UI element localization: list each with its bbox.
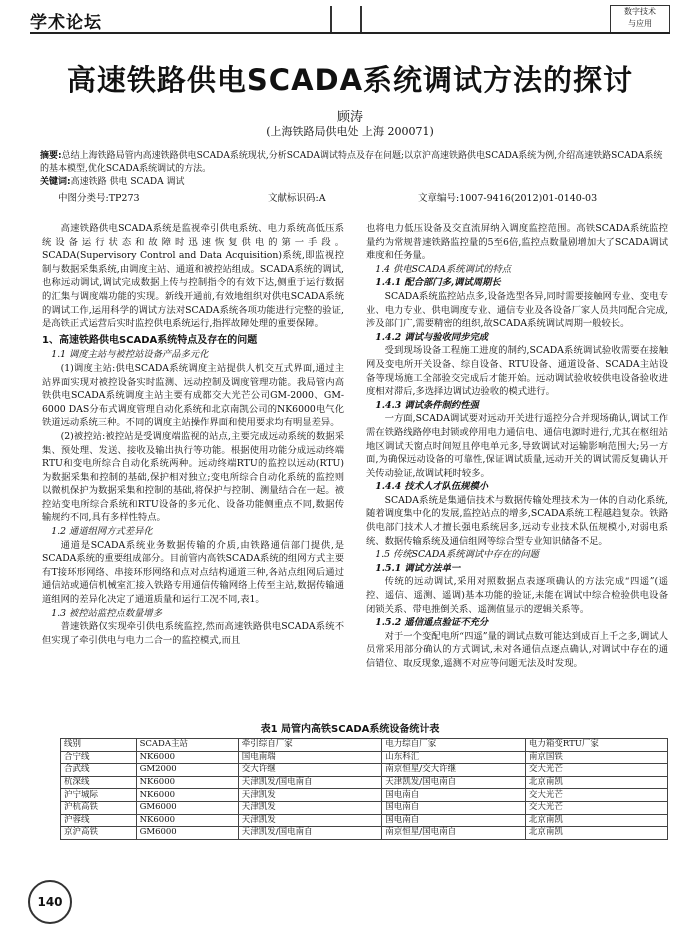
abstract-label: 摘要: [40,151,62,161]
table-cell: 交大光芒 [525,789,667,802]
table-header-row [61,739,668,752]
paper-title: 高速铁路供电SCADA系统调试方法的探讨 [66,63,634,97]
subsection-heading: 1.5 传统SCADA系统调试中存在的问题 [375,549,539,561]
table-header-cell: 线别 [61,739,137,752]
clc-number: 中图分类号:TP273 [58,193,140,204]
page-number-seal [28,880,72,924]
journal-logo [610,5,670,33]
subsection-heading: 1.1 调度主站与被控站设备产品多元化 [51,349,209,361]
table-cell: 沪宁城际 [61,789,137,802]
keywords: 高速铁路 供电 SCADA 调试 [70,177,185,187]
paragraph: (2)被控站:被控站是受调度端监视的站点,主要完成远动系统的数据采集、预处理、发送、接收及输出执行等功能。根据使用功能分成远动终端RTU和变电所综合自动化系统两种。远动终端RTU的监控以远动(RTU)为数据采集和控制的基础,保护相对独立;变电所综合自动化系统的监控则以微机保护为数据采集和控制的基础,将保护与控制、测量结合在一起。被控站变电所综合系统和RTU设备的多元化、设备功能侧重点不同,数据传输规约不同,具有多样性特点。 [42,430,344,524]
table-cell: 天津凯发 [238,801,382,814]
table-cell: 天津凯发/国电南自 [238,827,382,840]
table-cell: 天津凯发 [238,789,382,802]
left-column [42,222,344,647]
table-cell: 国电南瑞 [238,751,382,764]
paragraph: 通道是SCADA系统业务数据传输的介质,由铁路通信部门提供,是SCADA系统的重要组成部分。目前管内高铁SCADA系统的组网方式主要有T接环形网络、串接环形网络和点对点结构通道三种,各站点组网后通过通信站或通信机械室汇接入铁路专用通信传输网络上传至主站,数据传输通道组网的差异化决定了通道质量和运行工况不同,表1。 [42,539,344,606]
table-cell: NK6000 [136,814,238,827]
table-cell: 合宁线 [61,751,137,764]
table-cell: NK6000 [136,776,238,789]
abstract [40,150,664,189]
table-cell: 杭深线 [61,776,137,789]
table-cell: 北京南凯 [525,776,667,789]
table-row [61,776,668,789]
paragraph: 高速铁路供电SCADA系统是监视牵引供电系统、电力系统高低压系统设备运行状态和故障时迅速恢复供电的第一手段。SCADA(Supervisory Control and Data Acquisition)系统,即监视控制与数据采集系统,由调度主站、通道和被控站组成。SCADA系统的调试,也称远动调试,调试完成数据上传与控制指令的有效下达,侧重于运行数据的汇集与调度端功能的实现。新线开通前,有效地组织对供电SCADA系统的调试工作,运用科学的调试方法对SCADA系统各项功能进行完整的验证,是高铁正式运营后实时监控供电系统运行,指挥故障处理的重要保障。 [42,223,344,330]
subsection-heading: 1.3 被控站监控点数量增多 [51,607,163,619]
author: 顾涛 [336,110,363,125]
table-header-cell: 电力综自厂家 [382,739,526,752]
paragraph: 也将电力低压设备及交直流屏纳入调度监控范围。高铁SCADA系统监控量约为常规普速铁路监控量的5至6倍,监控点数量剧增加大了SCADA调试难度和任务量。 [366,223,668,262]
table-cell: 沪杭高铁 [61,801,137,814]
header-rule [30,32,670,34]
table-row [61,764,668,777]
table-row [61,827,668,840]
paragraph: SCADA系统监控站点多,设备选型各异,同时需要接触网专业、变电专业、电力专业、供电调度专业、通信专业及各设备厂家人员共同配合完成,涉及部门广,需要精密的组织,故SCADA系统调试周期一般较长。 [366,290,668,330]
table-row [61,751,668,764]
page-number: 140 [37,895,63,909]
table-cell: 交大光芒 [525,801,667,814]
table-cell: 南京恒星/国电南自 [382,827,526,840]
paragraph: 对于一个变配电所“四遥”量的调试点数可能达到成百上千之多,调试人员常采用部分确认的方式调试,未对各通信点逐点确认,对调试中存在的通信错位、取反现象,遥测不对应等问题无法及时发现。 [366,630,668,669]
section-heading: 1、高速铁路供电SCADA系统特点及存在的问题 [42,334,258,346]
table-cell: 南京国铁 [525,751,667,764]
table-cell: GM2000 [136,764,238,777]
journal-section: 学术论坛 [30,13,102,33]
table-cell: 沪蓉线 [61,814,137,827]
right-column [366,222,668,671]
table-cell: NK6000 [136,789,238,802]
table-header-cell: 牵引综自厂家 [238,739,382,752]
table-cell: 天津凯发/国电南自 [238,776,382,789]
article-number: 文章编号:1007-9416(2012)01-0140-03 [418,193,598,204]
table-cell: 山东科汇 [382,751,526,764]
table-cell: 天津凯发/国电南自 [382,776,526,789]
table-cell: 合武线 [61,764,137,777]
paragraph: 一方面,SCADA调试要对远动开关进行遥控分合并现场确认,调试工作需在铁路线路停电封锁或停用电力通信电、通信电源时进行,尤其在枢纽站地区调试天窗点时间短且停电单元多,导致调试对运输影响范围大;另一方面,为确保远动设备的可靠性,保证调试质量,远动开关的调试需反复确认开关传动验证,故调试耗时较多。 [366,413,668,479]
paragraph: (1)调度主站:供电SCADA系统调度主站提供人机交互式界面,通过主站界面实现对被控设备实时监测、远动控制及调度管理功能。我局管内高铁供电SCADA系统调度主站主要有成都交大光芒公司GM-2000、GM-6000 DAS分布式调度管理自动化系统和北京南凯公司的NK6000电气化铁道远动系统三种。不同的调度主站操作界面和使用要求均有明显差异。 [42,362,344,429]
table-cell: 京沪高铁 [61,827,137,840]
table-cell: 国电南自 [382,789,526,802]
table-cell: 南京恒星/交大许继 [382,764,526,777]
subsection-heading: 1.5.2 遥信遥点验证不充分 [375,617,489,629]
subsection-heading: 1.4.2 调试与验收同步完成 [375,331,489,343]
table-row [61,801,668,814]
table-row [61,814,668,827]
table-row [61,789,668,802]
table-cell: GM6000 [136,827,238,840]
subsection-heading: 1.5.1 调试方法单一 [375,562,461,574]
subsection-heading: 1.4.1 配合部门多,调试周期长 [375,277,501,289]
affiliation: (上海铁路局供电处 上海 200071) [266,125,434,138]
table-cell: 交大许继 [238,764,382,777]
subsection-heading: 1.4.4 技术人才队伍规模小 [375,481,489,493]
table-cell: 北京南凯 [525,827,667,840]
logo-line2: 与应用 [628,19,652,28]
paragraph: SCADA系统是集通信技术与数据传输处理技术为一体的自动化系统,随着调度集中化的发展,监控站点的增多,SCADA系统工程越趋复杂。铁路供电部门技术人才擅长强电系统居多,远动专业技术队伍规模小,对弱电系统、数据传输系统及通信组网等综合型专业知识储备不足。 [366,494,668,547]
subsection-heading: 1.2 通道组网方式差异化 [51,526,153,538]
logo-line1: 数字技术 [624,7,656,16]
table-cell: GM6000 [136,801,238,814]
running-header [0,0,700,34]
subsection-heading: 1.4.3 调试条件制约性强 [375,399,479,411]
abstract-text: 总结上海铁路局管内高速铁路供电SCADA系统现状,分析SCADA调试特点及存在问题;以京沪高速铁路供电SCADA系统为例,介绍高速铁路SCADA系统的基本模型,优化SCADA系统调试的方法。 [40,151,663,174]
table-cell: 交大光芒 [525,764,667,777]
table-cell: NK6000 [136,751,238,764]
paragraph: 受到现场设备工程施工进度的制约,SCADA系统调试验收需要在接触网及变电所开关设备、综自设备、RTU设备、通道设备、SCADA主站设备等现场施工全部验交完成后才能开始。远动调试验收较供电设备验收进度相对滞后,多选择边调试边验收的模式进行。 [366,345,668,398]
paragraph: 传统的远动调试,采用对照数据点表逐项确认的方法完成“四遥”(遥控、遥信、遥测、遥调)基本功能的验证,未能在调试中综合检验供电设备闭锁关系、带电推倒关系、遥测值显示的逻辑关系等。 [366,576,668,615]
table-cell: 北京南凯 [525,814,667,827]
table-cell: 天津凯发 [238,814,382,827]
keywords-label: 关键词: [40,177,71,187]
doc-code: 文献标识码:A [268,193,326,204]
table-header-cell: SCADA主站 [136,739,238,752]
paragraph: 普速铁路仅实现牵引供电系统监控,然而高速铁路供电SCADA系统不但实现了牵引供电与电力二合一的监控模式,而且 [42,621,344,646]
header-bars-decoration [330,6,362,32]
table-cell: 国电南自 [382,801,526,814]
table-cell: 国电南自 [382,814,526,827]
table-caption: 表1 局管内高铁SCADA系统设备统计表 [260,724,440,735]
equipment-table [60,738,668,840]
subsection-heading: 1.4 供电SCADA系统调试的特点 [375,263,512,275]
table-header-cell: 电力箱变RTU厂家 [525,739,667,752]
